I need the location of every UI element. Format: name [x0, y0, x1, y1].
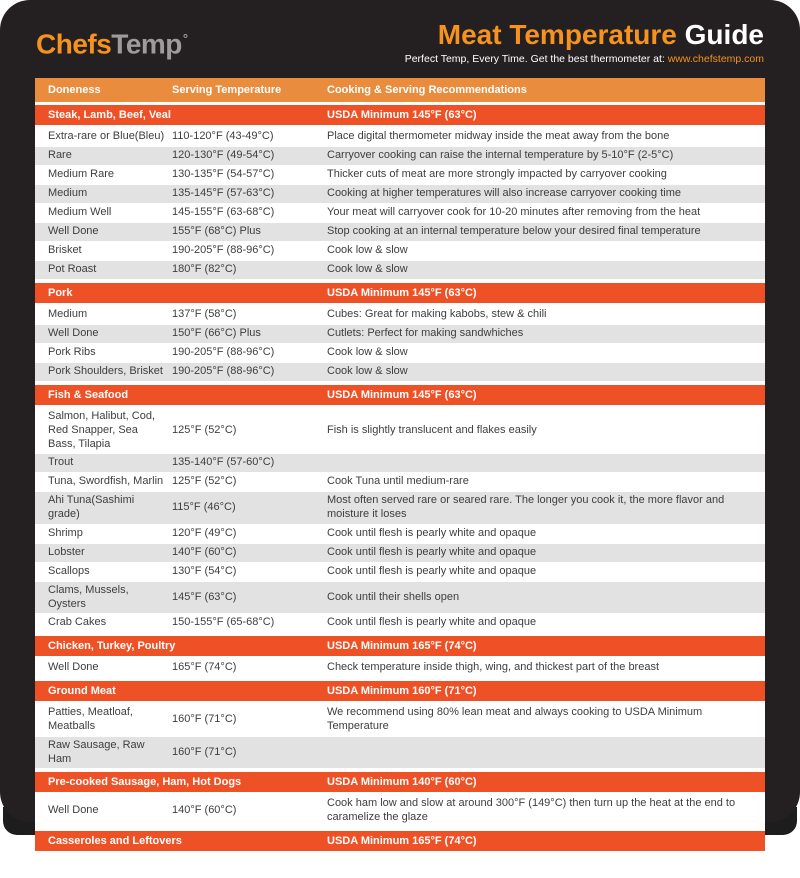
- column-header-row: [35, 78, 765, 102]
- cell-serving-temperature: 125°F (52°C): [172, 475, 237, 488]
- cell-recommendation: [327, 751, 765, 755]
- cell-doneness: Raw Sausage, Raw Ham: [48, 738, 145, 765]
- section-name: Chicken, Turkey, Poultry: [48, 640, 176, 653]
- cell-serving-temperature: 110-120°F (43-49°C): [172, 130, 274, 143]
- cell-doneness: Well Done: [48, 804, 99, 817]
- cell-doneness: Medium Well: [48, 206, 112, 219]
- cell-doneness: Shrimp: [48, 526, 83, 539]
- cell-recommendation: Place digital thermometer midway inside the meat away from the bone: [327, 130, 670, 143]
- section-usda-minimum: USDA Minimum 145°F (63°C): [327, 389, 477, 401]
- cell-serving-temperature: 120°F (49°C): [172, 526, 237, 539]
- cell-recommendation: Check temperature inside thigh, wing, and thickest part of the breast: [327, 661, 660, 674]
- cell-doneness: Clams, Mussels, Oysters: [48, 583, 129, 610]
- cell-doneness: Well Done: [48, 225, 99, 238]
- section-header-bar: [35, 385, 765, 405]
- table-row: [35, 261, 765, 280]
- section-header-bar: [35, 681, 765, 701]
- section-header-bar: [35, 772, 765, 792]
- table-row: [35, 614, 765, 633]
- section-usda-minimum: USDA Minimum 165°F (74°C): [327, 640, 477, 653]
- cell-serving-temperature: 160°F (71°C): [172, 713, 237, 726]
- table-row: [35, 185, 765, 204]
- cell-serving-temperature: 135-140°F (57-60°C): [172, 456, 275, 469]
- cell-serving-temperature: 190-205°F (88-96°C): [172, 365, 275, 378]
- section-header-bar: [35, 283, 765, 303]
- cell-serving-temperature: 180°F (82°C): [172, 263, 237, 276]
- table-row: [35, 473, 765, 492]
- cell-serving-temperature: 190-205°F (88-96°C): [172, 346, 275, 359]
- cell-serving-temperature: 135-145°F (57-63°C): [172, 187, 275, 200]
- cell-serving-temperature: 160°F (71°C): [172, 745, 237, 758]
- table-row: [35, 795, 765, 828]
- cell-doneness: Medium Rare: [48, 168, 115, 181]
- cell-recommendation: [327, 461, 765, 465]
- table-row: [35, 223, 765, 242]
- cell-recommendation: Cook low & slow: [327, 244, 408, 257]
- table-sections: [35, 105, 765, 851]
- section-header-bar: [35, 105, 765, 125]
- cell-recommendation: Cook ham low and slow at around 300°F (149°C) then turn up the heat at the end to caramelize the glaze: [327, 797, 736, 823]
- cell-doneness: Medium: [48, 308, 88, 321]
- table-row: [35, 492, 765, 525]
- section-usda-minimum: USDA Minimum 140°F (60°C): [327, 776, 477, 789]
- cell-doneness: Scallops: [48, 564, 90, 577]
- table-row: [35, 563, 765, 582]
- table-row: [35, 306, 765, 325]
- header: [0, 0, 800, 78]
- cell-doneness: Crab Cakes: [48, 616, 107, 629]
- cell-recommendation: Your meat will carryover cook for 10-20 minutes after removing from the heat: [327, 206, 701, 219]
- section-name: Casseroles and Leftovers: [48, 834, 182, 847]
- cell-doneness: Extra-rare or Blue(Bleu): [48, 130, 165, 143]
- section-name: Pre-cooked Sausage, Ham, Hot Dogs: [48, 776, 242, 789]
- table-row: [35, 737, 765, 770]
- cell-recommendation: Cook Tuna until medium-rare: [327, 475, 469, 488]
- table-row: [35, 544, 765, 563]
- cell-recommendation: Stop cooking at an internal temperature below your desired final temperature: [327, 225, 701, 238]
- cell-doneness: Patties, Meatloaf, Meatballs: [48, 706, 133, 732]
- cell-doneness: Well Done: [48, 661, 99, 674]
- cell-recommendation: Cook low & slow: [327, 263, 408, 276]
- cell-doneness: Pot Roast: [48, 263, 97, 276]
- column-header-recommendations: Cooking & Serving Recommendations: [327, 84, 527, 96]
- cell-recommendation: Cook until flesh is pearly white and opaque: [327, 616, 537, 629]
- section-name: Pork: [48, 287, 73, 299]
- cell-recommendation: Cook until flesh is pearly white and opaque: [327, 545, 537, 558]
- table-row: [35, 408, 765, 454]
- cell-recommendation: Most often served rare or seared rare. The longer you cook it, the more flavor and moisture it loses: [327, 494, 725, 520]
- section-usda-minimum: USDA Minimum 165°F (74°C): [327, 834, 477, 847]
- temperature-table: [35, 78, 765, 878]
- cell-doneness: Rare: [48, 149, 72, 162]
- cell-serving-temperature: 140°F (60°C): [172, 804, 237, 817]
- cell-recommendation: Cubes: Great for making kabobs, stew & chili: [327, 308, 547, 321]
- cell-serving-temperature: 150°F (66°C) Plus: [172, 327, 261, 340]
- section-usda-minimum: USDA Minimum 145°F (63°C): [327, 287, 477, 299]
- table-row: [35, 454, 765, 473]
- section-header-bar: [35, 636, 765, 656]
- table-row: [35, 582, 765, 615]
- column-header-doneness: Doneness: [48, 84, 101, 96]
- table-row: [35, 704, 765, 737]
- cell-serving-temperature: 145°F (63°C): [172, 590, 237, 603]
- cell-recommendation: Cook until flesh is pearly white and opaque: [327, 526, 537, 539]
- tagline-text: Perfect Temp, Every Time. Get the best thermometer at:: [404, 53, 665, 65]
- chefstemp-logo: [36, 20, 188, 63]
- table-row: [35, 204, 765, 223]
- cell-doneness: Tuna, Swordfish, Marlin: [48, 475, 164, 488]
- page-title: [405, 20, 764, 50]
- section-name: Ground Meat: [48, 685, 116, 698]
- table-row: [35, 128, 765, 147]
- cell-serving-temperature: 140°F (60°C): [172, 545, 237, 558]
- logo-text-temp: Temp: [111, 28, 182, 60]
- page-title-rest: Guide: [684, 19, 764, 50]
- column-header-serving-temperature: Serving Temperature: [172, 84, 282, 96]
- cell-serving-temperature: 165°F (74°C): [172, 661, 237, 674]
- section-header-bar: [35, 831, 765, 851]
- cell-recommendation: Fish is slightly translucent and flakes easily: [327, 423, 537, 436]
- cell-serving-temperature: 137°F (58°C): [172, 308, 237, 321]
- table-row: [35, 344, 765, 363]
- cell-doneness: Trout: [48, 456, 74, 469]
- cell-recommendation: We recommend using 80% lean meat and always cooking to USDA Minimum Temperature: [327, 706, 703, 732]
- cell-doneness: Brisket: [48, 244, 82, 257]
- cell-recommendation: Cutlets: Perfect for making sandwhiches: [327, 327, 524, 340]
- table-row: [35, 525, 765, 544]
- cell-doneness: Pork Ribs: [48, 346, 96, 359]
- section-name: Steak, Lamb, Beef, Veal: [48, 109, 171, 121]
- cell-recommendation: Thicker cuts of meat are more strongly impacted by carryover cooking: [327, 168, 667, 181]
- section-name: Fish & Seafood: [48, 389, 129, 401]
- table-row: [35, 363, 765, 382]
- cell-recommendation: Cooking at higher temperatures will also increase carryover cooking time: [327, 187, 681, 200]
- cell-serving-temperature: 150-155°F (65-68°C): [172, 616, 275, 629]
- cell-doneness: Well Done: [48, 327, 99, 340]
- cell-doneness: Ahi Tuna(Sashimi grade): [48, 494, 135, 520]
- section-usda-minimum: USDA Minimum 145°F (63°C): [327, 109, 477, 121]
- table-row: [35, 166, 765, 185]
- cell-serving-temperature: 115°F (46°C): [172, 501, 236, 514]
- table-row: [35, 242, 765, 261]
- cell-recommendation: Cook low & slow: [327, 346, 408, 359]
- section-usda-minimum: USDA Minimum 160°F (71°C): [327, 685, 477, 698]
- cell-doneness: Medium: [48, 187, 88, 200]
- tagline: [405, 53, 764, 65]
- logo-text-chefs: Chefs: [36, 28, 112, 60]
- website-link[interactable]: www.chefstemp.com: [667, 53, 764, 65]
- logo-degree-icon: °: [182, 31, 188, 46]
- title-block: [405, 20, 764, 65]
- cell-doneness: Pork Shoulders, Brisket: [48, 365, 163, 378]
- cell-recommendation: Cook low & slow: [327, 365, 408, 378]
- cell-serving-temperature: 120-130°F (49-54°C): [172, 149, 275, 162]
- cell-serving-temperature: 190-205°F (88-96°C): [172, 244, 275, 257]
- cell-serving-temperature: 125°F (52°C): [172, 423, 237, 436]
- cell-serving-temperature: 130-135°F (54-57°C): [172, 168, 275, 181]
- cell-recommendation: Cook until flesh is pearly white and opaque: [327, 564, 537, 577]
- table-row: [35, 147, 765, 166]
- cell-serving-temperature: 155°F (68°C) Plus: [172, 225, 261, 238]
- table-row: [35, 659, 765, 678]
- page-title-accent: Meat Temperature: [437, 19, 677, 50]
- cell-serving-temperature: 130°F (54°C): [172, 564, 237, 577]
- cell-recommendation: Carryover cooking can raise the internal temperature by 5-10°F (2-5°C): [327, 149, 674, 162]
- cell-doneness: Lobster: [48, 545, 85, 558]
- table-row: [35, 325, 765, 344]
- cell-recommendation: Cook until their shells open: [327, 590, 460, 603]
- cell-doneness: Salmon, Halibut, Cod, Red Snapper, Sea Bass, Tilapia: [48, 410, 155, 450]
- cell-serving-temperature: 145-155°F (63-68°C): [172, 206, 275, 219]
